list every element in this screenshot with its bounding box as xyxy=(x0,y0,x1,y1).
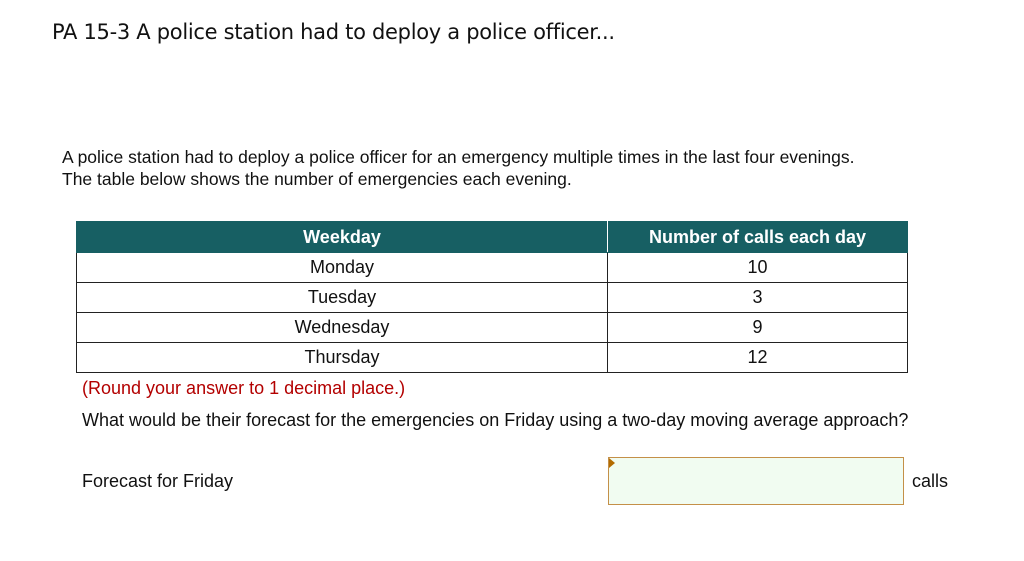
table-row xyxy=(77,313,908,343)
table-row xyxy=(77,283,908,313)
header-calls: Number of calls each day xyxy=(608,222,908,253)
forecast-label: Forecast for Friday xyxy=(82,471,234,491)
table-header-row xyxy=(77,222,908,253)
table-row xyxy=(77,253,908,283)
intro-line-1: A police station had to deploy a police officer for an emergency multiple times in the last four evenings. xyxy=(62,147,855,167)
question-text: What would be their forecast for the emergencies on Friday using a two-day moving average approach? xyxy=(82,410,909,430)
calls-table xyxy=(76,221,908,373)
cell-calls: 3 xyxy=(608,283,908,313)
table-row xyxy=(77,343,908,373)
cell-calls: 12 xyxy=(608,343,908,373)
cell-weekday: Wednesday xyxy=(77,313,608,343)
cell-weekday: Tuesday xyxy=(77,283,608,313)
forecast-input[interactable] xyxy=(608,457,904,505)
problem-title: PA 15-3 A police station had to deploy a police officer... xyxy=(52,20,615,44)
header-weekday: Weekday xyxy=(77,222,608,253)
input-corner-marker-icon xyxy=(609,458,615,468)
intro-line-2: The table below shows the number of emergencies each evening. xyxy=(62,169,572,189)
cell-calls: 9 xyxy=(608,313,908,343)
cell-weekday: Monday xyxy=(77,253,608,283)
unit-label: calls xyxy=(912,471,949,491)
cell-weekday: Thursday xyxy=(77,343,608,373)
cell-calls: 10 xyxy=(608,253,908,283)
rounding-note: (Round your answer to 1 decimal place.) xyxy=(82,378,406,398)
problem-intro xyxy=(62,146,1002,190)
